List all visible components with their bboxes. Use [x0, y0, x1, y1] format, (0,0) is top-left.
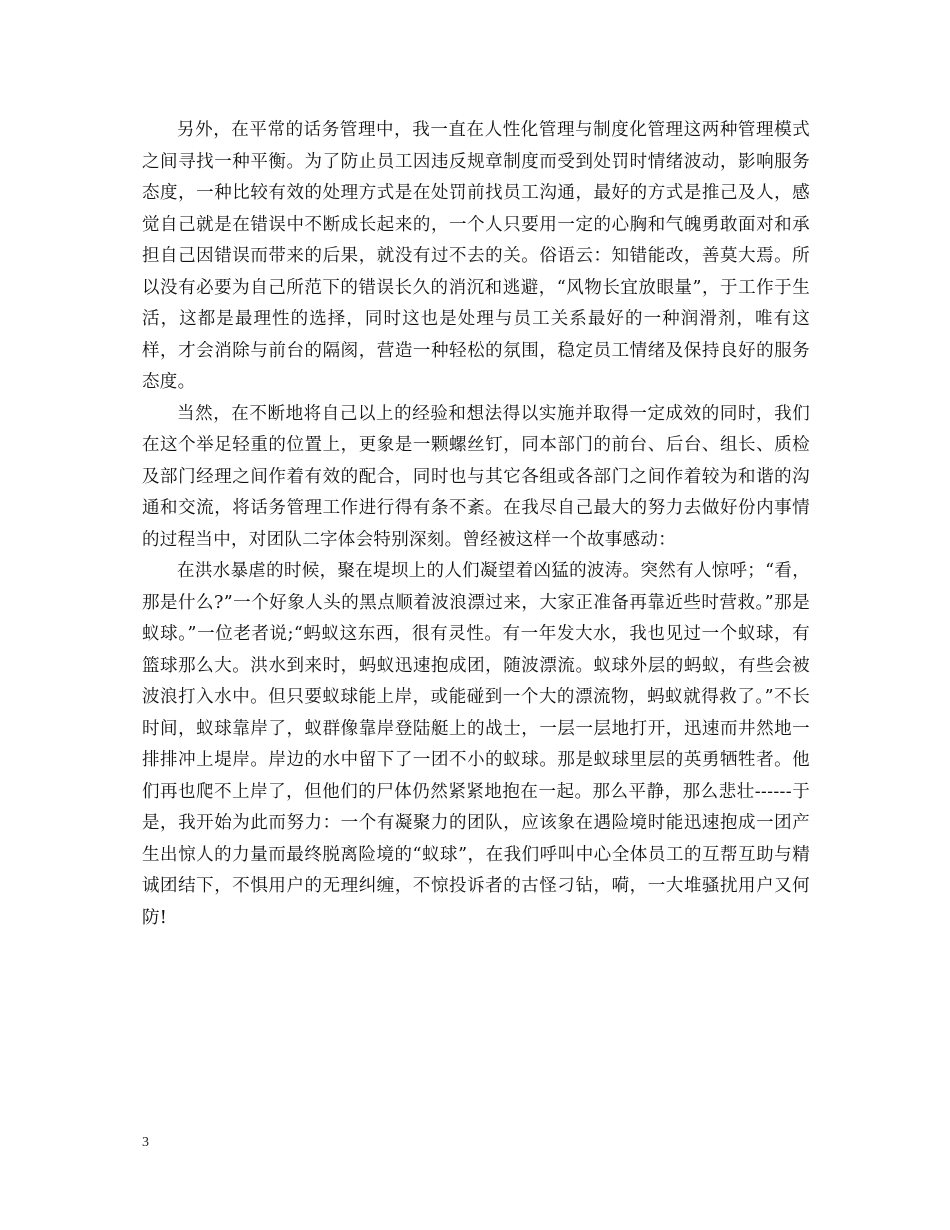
- paragraph-1: 另外，在平常的话务管理中，我一直在人性化管理与制度化管理这两种管理模式之间寻找一种平衡。为了防止员工因违反规章制度而受到处罚时情绪波动，影响服务态度，一种比较有效的处理方式是在处罚前找员工沟通，最好的方式是推己及人，感觉自己就是在错误中不断成长起来的，一个人只要用一定的心胸和气魄勇敢面对和承担自己因错误而带来的后果，就没有过不去的关。俗语云：知错能改，善莫大焉。所以没有必要为自己所范下的错误长久的消沉和逃避，“风物长宜放眼量”，于工作于生活，这都是最理性的选择，同时这也是处理与员工关系最好的一种润滑剂，唯有这样，才会消除与前台的隔阂，营造一种轻松的氛围，稳定员工情绪及保持良好的服务态度。: [142, 120, 810, 392]
- page-number: 3: [142, 1135, 149, 1150]
- document-body: [142, 115, 810, 934]
- paragraph-3: 在洪水暴虐的时候，聚在堤坝上的人们凝望着凶猛的波涛。突然有人惊呼；“看，那是什么?”一个好象人头的黑点顺着波浪漂过来，大家正准备再靠近些时营救。”那是蚁球。”一位老者说;“蚂蚁这东西，很有灵性。有一年发大水，我也见过一个蚁球，有篮球那么大。洪水到来时，蚂蚁迅速抱成团，随波漂流。蚁球外层的蚂蚁，有些会被波浪打入水中。但只要蚁球能上岸，或能碰到一个大的漂流物，蚂蚁就得救了。”不长时间，蚁球靠岸了，蚁群像靠岸登陆艇上的战士，一层一层地打开，迅速而井然地一排排冲上堤岸。岸边的水中留下了一团不小的蚁球。那是蚁球里层的英勇牺牲者。他们再也爬不上岸了，但他们的尸体仍然紧紧地抱在一起。那么平静，那么悲壮------于是，我开始为此而努力：一个有凝聚力的团队，应该象在遇险境时能迅速抱成一团产生出惊人的力量而最终脱离险境的“蚁球”，在我们呼叫中心全体员工的互帮互助与精诚团结下，不惧用户的无理纠缠，不惊投诉者的古怪刁钻，嗬，一大堆骚扰用户又何防!: [142, 561, 810, 928]
- paragraph-2: 当然，在不断地将自己以上的经验和想法得以实施并取得一定成效的同时，我们在这个举足轻重的位置上，更象是一颗螺丝钉，同本部门的前台、后台、组长、质检及部门经理之间作着有效的配合，同时也与其它各组或各部门之间作着较为和谐的沟通和交流，将话务管理工作进行得有条不紊。在我尽自己最大的努力去做好份内事情的过程当中，对团队二字体会特别深刻。曾经被这样一个故事感动：: [142, 403, 810, 550]
